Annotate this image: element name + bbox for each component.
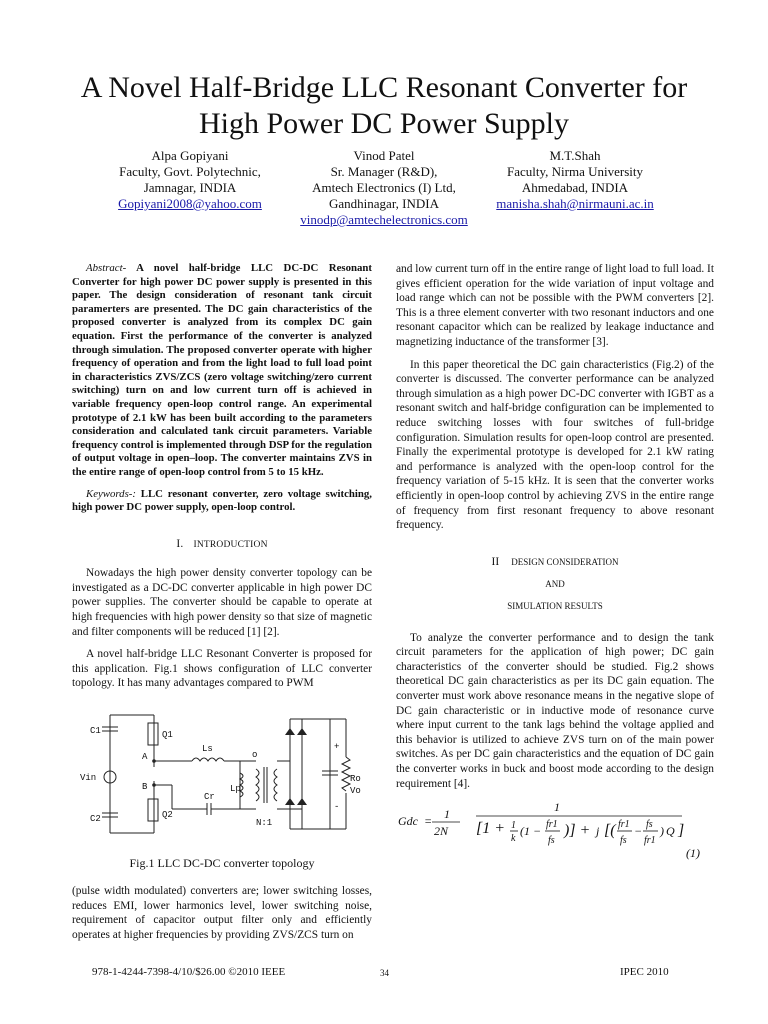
label-turns-ratio: N:1 [256,818,273,829]
eq-fs: fs [620,835,627,847]
eq-one: 1 [444,807,450,822]
eq-fr1: fr1 [546,819,558,831]
section-title: AND [545,578,565,589]
footer-conference: IPEC 2010 [620,966,669,978]
label-ro: Ro [350,774,361,785]
eq-fr1: fr1 [644,835,656,847]
eq-2n: 2N [434,824,449,839]
abstract-body: A novel half-bridge LLC DC-DC Resonant Converter for high power DC power supply is presented in this paper. The design consideration of resonant tank circuit paramerters are presented. The DC gain characteristics of the proposed converter is analyzed from its complex DC gain equation. First the performance of the converter is analyzed through simulation. The proposed converter operate with higher frequency of operation and from the light load to full load point in characteristics ZVS/ZCS (zero voltage switching/zero current switching) turn on and low current turn off is achieved in variable frequency open-loop control range. An experimental prototype of 2.1 kW has been built according to the parameters consideration and calculated tank circuit parameters. Variable frequency control is implemented through DSP for the regulation of output voltage in open–loop. The converter maintains ZVS in the entire range of open-loop control from 5 to 15 kHz. [72,262,372,478]
section-heading-introduction [72,537,372,553]
paragraph: (pulse width modulated) converters are; lower switching losses, reduces EMI, lower harmonics level, lower switching noise, requirement of capacitor output filter only and efficiently operates at higher frequencies by providing ZVS/ZCS turn on [72,885,372,941]
label-q1: Q1 [162,730,173,741]
eq-one-over-k: 1 [511,820,516,832]
label-minus: - [334,802,340,813]
keywords-lead: Keywords-: [86,487,136,500]
label-cr: Cr [204,792,215,803]
eq-bracket: )] + [564,822,591,840]
left-column [72,262,372,951]
label-q2: Q2 [162,810,173,821]
eq-paren: ) [660,824,664,839]
paper-title [0,70,768,142]
label-a: A [142,752,148,763]
paragraph: Nowadays the high power density converter topology can be investigated as a DC-DC converter applicable in high power DC power supplies. The converter should be capable to operate at high frequencies with high power density so that size of magnetic and filter components will be reduced [1] [2]. [72,567,372,638]
label-vin: Vin [80,773,97,784]
eq-bracket: [1 + [476,820,506,838]
eq-minus: − [634,824,643,839]
section-title: DESIGN CONSIDERATION [511,556,619,567]
keywords [72,488,372,515]
eq-fr1: fr1 [618,819,630,831]
right-column [396,262,714,861]
author-email-link[interactable]: Gopiyani2008@yahoo.com [118,196,262,211]
label-vo: Vo [350,786,361,797]
eq-bracket: ] [678,822,685,840]
label-o: o [252,750,258,761]
label-ls: Ls [202,744,213,755]
llc-converter-circuit-figure [72,709,372,841]
eq-lhs: Gdc [398,814,418,829]
paragraph: and low current turn off in the entire range of light load to full load. It gives efficient operation for the wide variation of input voltage and load range which can not be possible with the PWM converters [2]. This is a three element converter with two resonant inductors and one resonant capacitor which can be realized by leakage inductance and magnetizing inductance of the transformer [3]. [396,263,715,348]
author-email-link[interactable]: manisha.shah@nirmauni.ac.in [496,196,654,211]
label-c2: C2 [90,814,101,825]
author-affiliation: Faculty, Govt. Polytechnic, [119,164,261,179]
author-name: Alpa Gopiyani [151,148,229,163]
author-name: Vinod Patel [353,148,415,163]
author-affiliation: Gandhinagar, INDIA [329,196,439,211]
label-plus: + [334,742,340,753]
author-affiliation: Jamnagar, INDIA [143,180,237,195]
eq-q: Q [666,824,675,839]
paragraph: A novel half-bridge LLC Resonant Converter is proposed for this application. Fig.1 shows configuration of LLC converter topology. It has many advantages compared to PWM [72,648,372,690]
abstract-lead: Abstract- [86,262,127,274]
label-b: B [142,782,148,793]
author-affiliation: Ahmedabad, INDIA [521,180,629,195]
eq-j: j [596,824,600,839]
equation-number: (1) [686,846,700,861]
author-3 [480,148,670,212]
figure-caption: Fig.1 LLC DC-DC converter topology [129,855,315,870]
eq-fs: fs [646,819,653,831]
eq-bracket: [( [604,822,616,840]
author-affiliation: Amtech Electronics (I) Ltd, [312,180,456,195]
author-2 [284,148,484,228]
keywords-body: LLC resonant converter, zero voltage switching, high power DC power supply, open-loop control. [72,487,372,514]
section-title: SIMULATION RESULTS [507,600,603,611]
title-line-2: High Power DC Power Supply [198,107,569,140]
author-1 [100,148,280,212]
title-line-1: A Novel Half-Bridge LLC Resonant Converter for [80,71,688,104]
author-affiliation: Sr. Manager (R&D), [330,164,438,179]
author-affiliation: Faculty, Nirma University [507,164,643,179]
dc-gain-equation [396,799,714,861]
author-name: M.T.Shah [549,148,601,163]
label-c1: C1 [90,726,101,737]
eq-fs: fs [548,835,555,847]
footer-isbn: 978-1-4244-7398-4/10/$26.00 ©2010 IEEE [92,966,286,978]
section-number: I. [176,537,184,550]
paragraph: To analyze the converter performance and to design the tank circuit parameters for the application of high power; DC gain characteristics of the converter should be studied. Fig.2 shows theoretical DC gain characteristics as per its DC gain equation. The converter must work above resonance means in the negative slope of DC gain characteristic or in inductive mode of resonance curve where input current to the tank lags behind the voltage applied and this behavior is utilized to achieve ZVS turn on of the main power switches. As per DC gain characteristics and the equation of DC gain the converter works in buck and boost mode according to the design requirement [4]. [396,631,714,790]
label-lp: Lp [230,784,241,795]
equation-graphic [396,799,714,861]
author-email-link[interactable]: vinodp@amtechelectronics.com [300,212,468,227]
paragraph: In this paper theoretical the DC gain characteristics (Fig.2) of the converter is discussed. The converter performance can be analyzed through simulation as a high power DC-DC converter with IGBT as a resonant switch and half-bridge configuration can be implemented to reduce switching losses with four switches of full-bridge configuration. Simulation results for open-loop control are presented. Finally the experimental prototype is developed for 2.1 kW rating and performance is analyzed with the open-loop control for the frequency variation of 5-15 kHz. It is seen that the converter works efficiently in open-loop control by achieving ZVS in the entire range of frequency from first resonant frequency to above resonant frequency. [396,358,714,532]
section-heading-design [396,551,714,617]
eq-k: k [511,833,516,845]
section-title: INTRODUCTION [193,539,268,550]
section-number: II [491,555,500,568]
eq-paren: (1 − [520,824,542,839]
page-number: 34 [380,968,389,978]
abstract [72,262,372,480]
eq-equals: = [424,814,433,829]
eq-one: 1 [554,800,560,815]
